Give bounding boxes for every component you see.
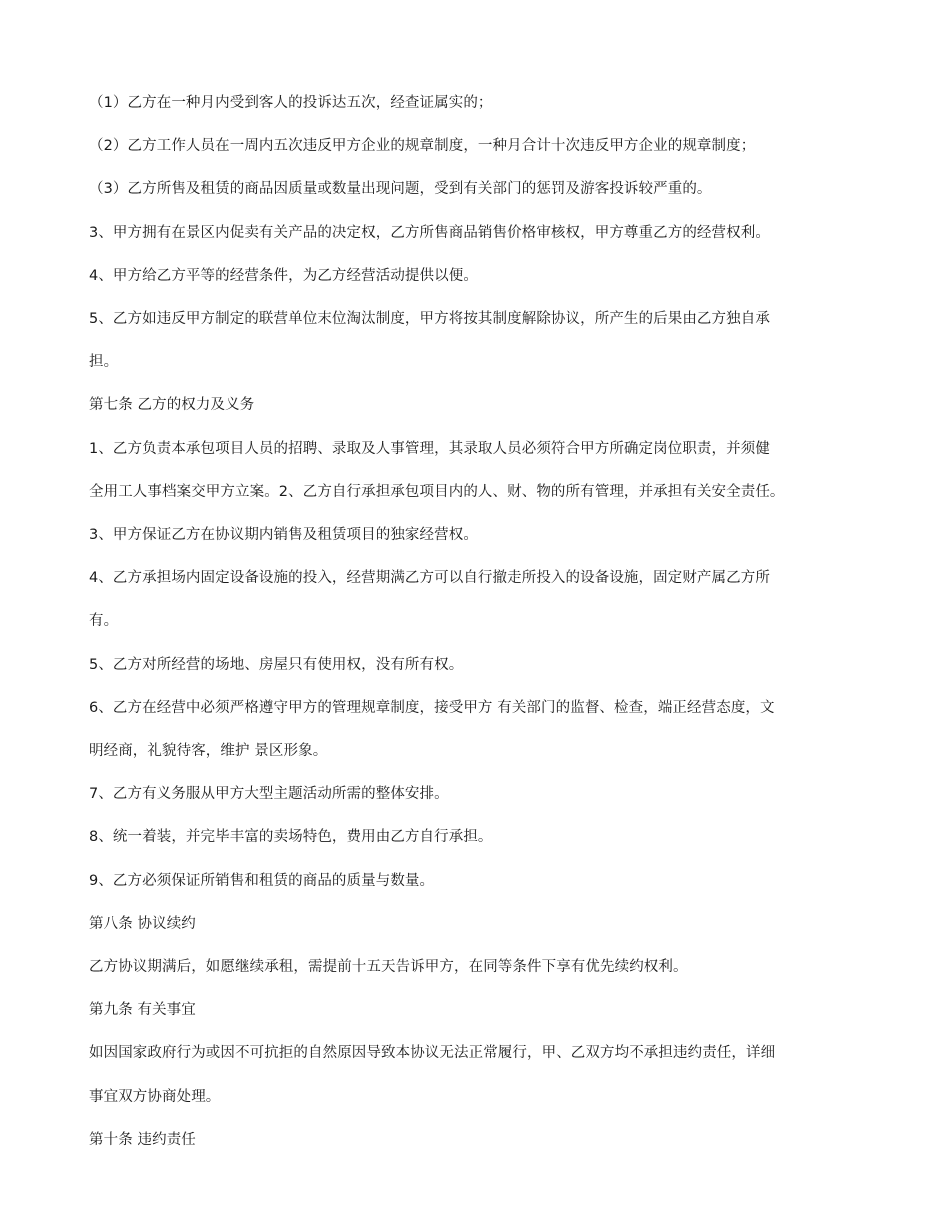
- clause-paragraph-continuation: 有。: [89, 613, 119, 630]
- clause-paragraph: 如因国家政府行为或因不可抗拒的自然原因导致本协议无法正常履行，甲、乙双方均不承担违约责任，详细: [89, 1045, 776, 1062]
- clause-paragraph: 4、甲方给乙方平等的经营条件，为乙方经营活动提供以便。: [89, 267, 478, 284]
- clause-paragraph: 7、乙方有义务服从甲方大型主题活动所需的整体安排。: [89, 786, 449, 803]
- article-heading-7: 第七条 乙方的权力及义务: [89, 397, 255, 414]
- article-heading-10: 第十条 违约责任: [89, 1131, 196, 1148]
- clause-paragraph-continuation: 全用工人事档案交甲方立案。2、乙方自行承担承包项目内的人、财、物的所有管理，并承担有关安全责任。: [89, 483, 785, 500]
- clause-item-1: （1）乙方在一种月内受到客人的投诉达五次，经查证属实的；: [89, 95, 493, 111]
- clause-paragraph: 5、乙方对所经营的场地、房屋只有使用权，没有所有权。: [89, 656, 464, 673]
- clause-paragraph: 3、甲方拥有在景区内促卖有关产品的决定权，乙方所售商品销售价格审核权，甲方尊重乙方的经营权利。: [89, 224, 770, 241]
- clause-paragraph: 8、统一着装，并完毕丰富的卖场特色，费用由乙方自行承担。: [89, 829, 493, 846]
- document-body: [89, 82, 879, 1162]
- article-heading-9: 第九条 有关事宜: [89, 1002, 196, 1019]
- clause-paragraph: 9、乙方必须保证所销售和租赁的商品的质量与数量。: [89, 872, 435, 889]
- clause-paragraph-continuation: 明经商，礼貌待客，维护 景区形象。: [89, 743, 328, 760]
- clause-paragraph: 6、乙方在经营中必须严格遵守甲方的管理规章制度，接受甲方 有关部门的监督、检查，端正经营态度，文: [89, 699, 775, 716]
- clause-paragraph: 1、乙方负责本承包项目人员的招聘、录取及人事管理，其录取人员必须符合甲方所确定岗位职责，并须健: [89, 440, 770, 457]
- clause-paragraph: 3、甲方保证乙方在协议期内销售及租赁项目的独家经营权。: [89, 527, 478, 544]
- clause-paragraph: 乙方协议期满后，如愿继续承租，需提前十五天告诉甲方，在同等条件下享有优先续约权利。: [89, 959, 688, 976]
- clause-paragraph: 5、乙方如违反甲方制定的联营单位末位淘汰制度，甲方将按其制度解除协议，所产生的后果由乙方独自承: [89, 311, 770, 328]
- article-heading-8: 第八条 协议续约: [89, 915, 196, 932]
- clause-item-2: （2）乙方工作人员在一周内五次违反甲方企业的规章制度，一种月合计十次违反甲方企业的规章制度；: [89, 138, 756, 155]
- clause-paragraph-continuation: 担。: [89, 354, 119, 371]
- clause-item-3: （3）乙方所售及租赁的商品因质量或数量出现问题，受到有关部门的惩罚及游客投诉较严重的。: [89, 181, 712, 198]
- clause-paragraph-continuation: 事宜双方协商处理。: [89, 1088, 221, 1105]
- clause-paragraph: 4、乙方承担场内固定设备设施的投入，经营期满乙方可以自行撤走所投入的设备设施，固定财产属乙方所: [89, 570, 770, 587]
